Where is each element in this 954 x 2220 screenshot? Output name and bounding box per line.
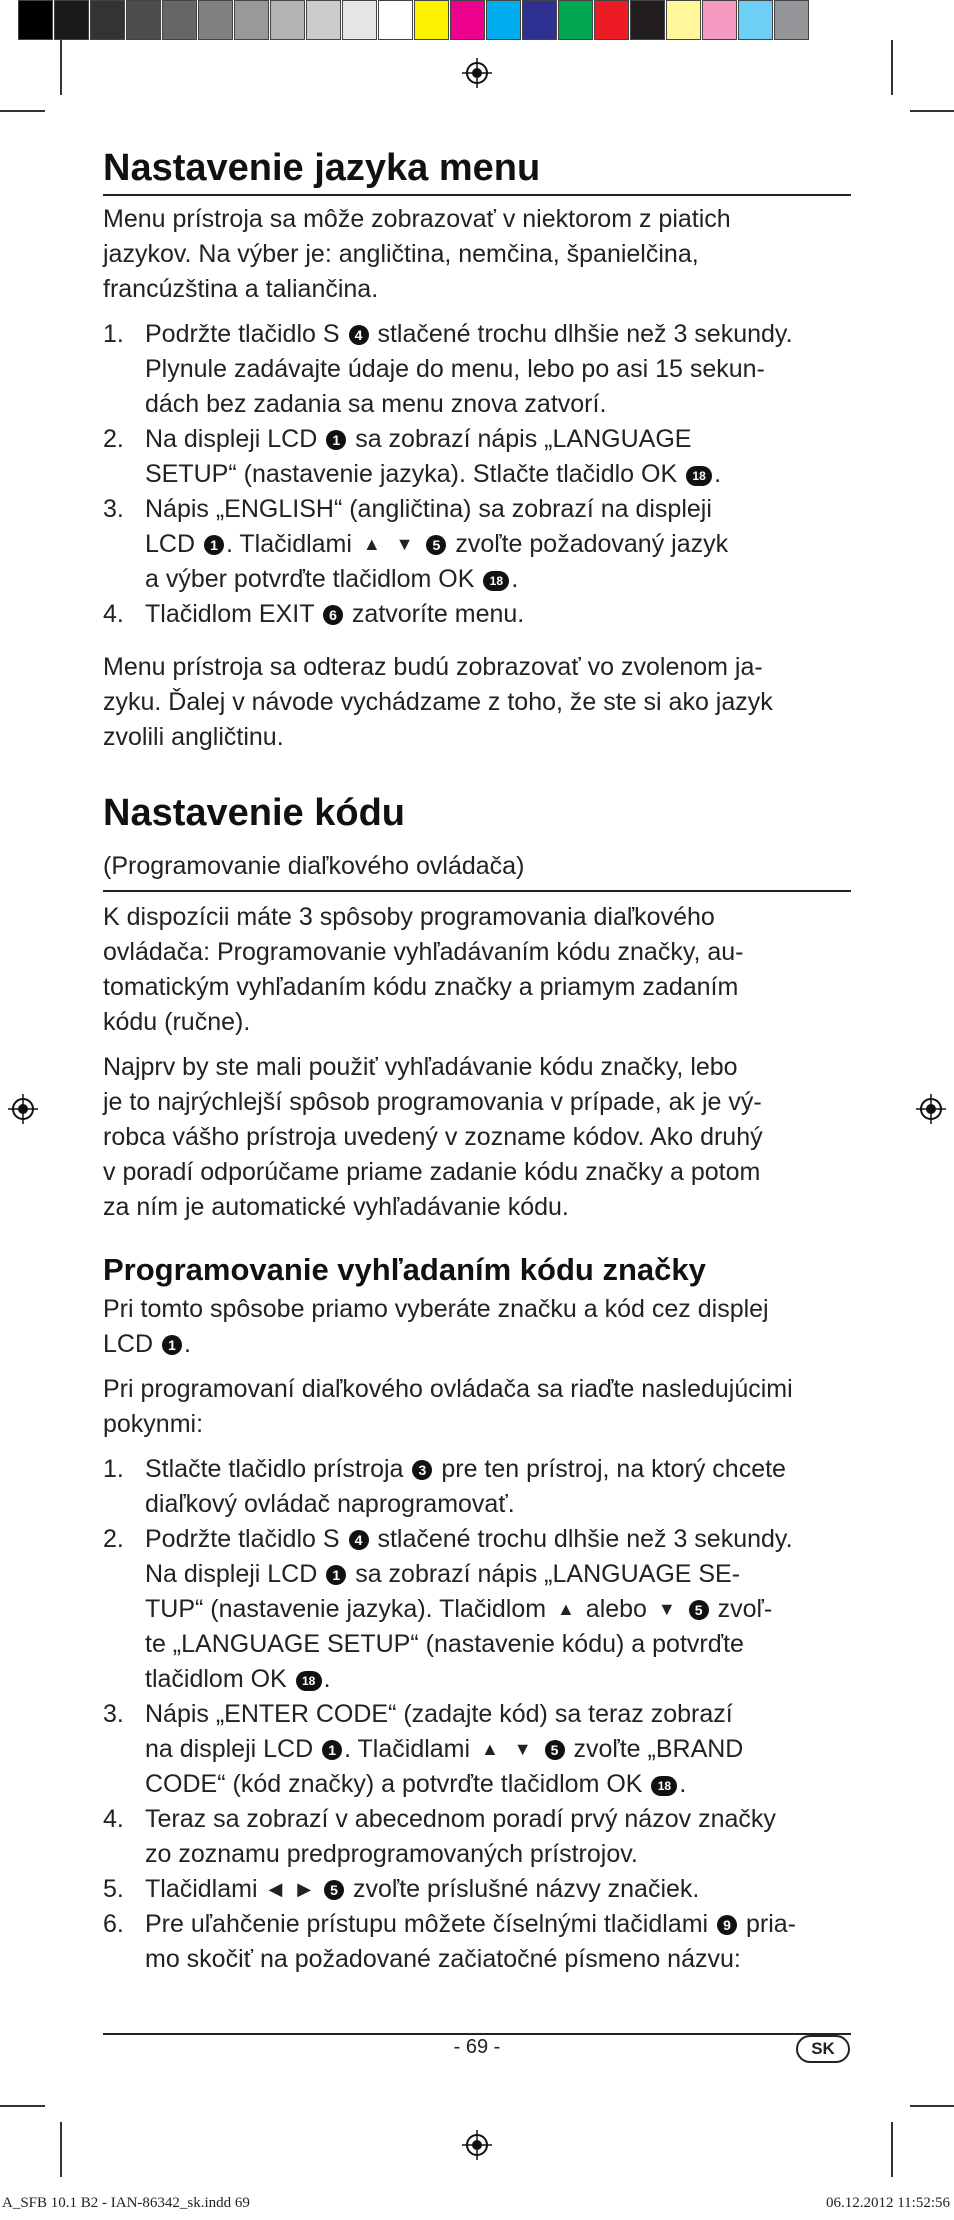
text-line: Teraz sa zobrazí v abecednom poradí prvý názov značky: [145, 1804, 776, 1833]
color-swatch: [162, 0, 197, 40]
button-number-badge-icon: 1: [322, 1740, 342, 1760]
text-line: Menu prístroja sa odteraz budú zobrazovať vo zvolenom ja-: [103, 652, 763, 681]
list-item: [103, 597, 851, 632]
step-number: 2.: [103, 424, 124, 453]
step-text: [145, 1907, 796, 1977]
text-line: zyku. Ďalej v návode vychádzame z toho, že ste si ako jazyk: [103, 687, 773, 716]
color-swatch: [306, 0, 341, 40]
step-text: [145, 1802, 776, 1872]
text-line: Na displeji LCD 1 sa zobrazí nápis „LANGUAGE: [145, 424, 692, 453]
color-swatch: [630, 0, 665, 40]
footer-rule: [103, 2033, 851, 2035]
color-swatch: [702, 0, 737, 40]
step-number: 5.: [103, 1874, 124, 1903]
step-text: [145, 1872, 699, 1907]
crop-mark: [60, 40, 62, 95]
text-line: Podržte tlačidlo S 4 stlačené trochu dlhšie než 3 sekundy.: [145, 319, 793, 348]
button-number-badge-icon: 5: [545, 1740, 565, 1760]
crop-mark: [910, 2105, 954, 2107]
text-line: robca vášho prístroja uvedený v zozname kódov. Ako druhý: [103, 1122, 763, 1151]
button-number-badge-icon: 18: [296, 1671, 322, 1691]
text-line: Najprv by ste mali použiť vyhľadávanie kódu značky, lebo: [103, 1052, 738, 1081]
arrow-down-icon: ▼: [513, 1738, 532, 1759]
color-swatch: [378, 0, 413, 40]
step-number: 3.: [103, 494, 124, 523]
step-text: [145, 317, 793, 422]
text-line: francúzština a taliančina.: [103, 274, 379, 303]
text-line: Plynule zadávajte údaje do menu, lebo po asi 15 sekun-: [145, 354, 765, 383]
step-number: 6.: [103, 1909, 124, 1938]
text-line: Na displeji LCD 1 sa zobrazí nápis „LANGUAGE SE-: [145, 1559, 741, 1588]
list-item: [103, 317, 851, 422]
button-number-badge-icon: 5: [689, 1600, 709, 1620]
color-swatch: [342, 0, 377, 40]
text-line: Stlačte tlačidlo prístroja 3 pre ten prístroj, na ktorý chcete: [145, 1454, 786, 1483]
text-line: je to najrýchlejší spôsob programovania v prípade, ak je vý-: [103, 1087, 762, 1116]
color-swatch: [774, 0, 809, 40]
button-number-badge-icon: 5: [426, 535, 446, 555]
registration-mark-icon: [462, 2130, 492, 2160]
color-swatch: [486, 0, 521, 40]
button-number-badge-icon: 18: [483, 571, 509, 591]
steps-list-language: [103, 317, 851, 632]
text-line: na displeji LCD 1 . Tlačidlami ▲ ▼ 5 zvoľte „BRAND: [145, 1735, 743, 1763]
step-text: [145, 1522, 793, 1697]
crop-mark: [891, 40, 893, 95]
text-line: za ním je automatické vyhľadávanie kódu.: [103, 1192, 569, 1221]
button-number-badge-icon: 6: [323, 605, 343, 625]
crop-mark: [0, 110, 45, 112]
text-line: SETUP“ (nastavenie jazyka). Stlačte tlačidlo OK 18 .: [145, 459, 722, 488]
arrow-up-icon: ▲: [557, 1598, 575, 1619]
step-number: 1.: [103, 319, 124, 348]
color-swatch: [126, 0, 161, 40]
text-line: a výber potvrďte tlačidlom OK 18 .: [145, 564, 519, 593]
registration-mark-icon: [916, 1094, 946, 1124]
arrow-left-icon: ◀: [268, 1878, 283, 1899]
crop-mark: [891, 2122, 893, 2177]
arrow-down-icon: ▼: [657, 1598, 676, 1619]
step-text: [145, 422, 721, 492]
text-line: kódu (ručne).: [103, 1007, 251, 1036]
text-line: CODE“ (kód značky) a potvrďte tlačidlom OK 18 .: [145, 1769, 687, 1798]
text-line: TUP“ (nastavenie jazyka). Tlačidlom ▲ alebo ▼ 5 zvoľ-: [145, 1595, 772, 1623]
color-swatch: [558, 0, 593, 40]
color-swatch: [54, 0, 89, 40]
step-number: 1.: [103, 1454, 124, 1483]
text-line: Nápis „ENTER CODE“ (zadajte kód) sa teraz zobrazí: [145, 1699, 733, 1728]
text-line: Pri tomto spôsobe priamo vyberáte značku a kód cez displej: [103, 1294, 769, 1323]
text-line: Nápis „ENGLISH“ (angličtina) sa zobrazí na displeji: [145, 494, 712, 523]
button-number-badge-icon: 4: [349, 325, 369, 345]
list-item: [103, 492, 851, 597]
button-number-badge-icon: 9: [717, 1915, 737, 1935]
color-swatch: [522, 0, 557, 40]
list-item: [103, 1452, 851, 1522]
code-paragraph-2: [103, 1050, 851, 1225]
section-title-brand-search: Programovanie vyhľadaním kódu značky: [103, 1251, 706, 1287]
text-line: Tlačidlom EXIT 6 zatvoríte menu.: [145, 599, 525, 628]
list-item: [103, 1872, 851, 1907]
color-swatch: [666, 0, 701, 40]
text-line: tomatickým vyhľadaním kódu značky a priamym zadaním: [103, 972, 739, 1001]
text-line: Pri programovaní diaľkového ovládača sa riaďte nasledujúcimi: [103, 1374, 793, 1403]
list-item: [103, 1907, 851, 1977]
color-swatch: [18, 0, 53, 40]
arrow-right-icon: ▶: [297, 1878, 312, 1899]
step-number: 4.: [103, 599, 124, 628]
text-line: mo skočiť na požadované začiatočné písmeno názvu:: [145, 1944, 741, 1973]
slug-right: 06.12.2012 11:52:56: [825, 2195, 950, 2211]
slug-left: A_SFB 10.1 B2 - IAN-86342_sk.indd 69: [2, 2195, 250, 2211]
arrow-up-icon: ▲: [481, 1738, 499, 1759]
list-item: [103, 1522, 851, 1697]
color-swatch: [198, 0, 233, 40]
step-text: [145, 1452, 786, 1522]
intro-paragraph: [103, 202, 851, 307]
button-number-badge-icon: 1: [326, 1565, 346, 1585]
text-line: v poradí odporúčame priame zadanie kódu značky a potom: [103, 1157, 761, 1186]
crop-mark: [910, 110, 954, 112]
page-number: - 69 -: [453, 2036, 501, 2058]
text-line: LCD 1 . Tlačidlami ▲ ▼ 5 zvoľte požadovaný jazyk: [145, 530, 728, 558]
section-title-language: Nastavenie jazyka menu: [103, 148, 851, 196]
brand-paragraph-1: [103, 1292, 851, 1362]
color-swatch: [270, 0, 305, 40]
button-number-badge-icon: 18: [686, 466, 712, 486]
text-line: jazykov. Na výber je: angličtina, nemčina, španielčina,: [103, 239, 699, 268]
color-swatch: [450, 0, 485, 40]
button-number-badge-icon: 5: [324, 1880, 344, 1900]
step-number: 3.: [103, 1699, 124, 1728]
text-line: K dispozícii máte 3 spôsoby programovania diaľkového: [103, 902, 715, 931]
button-number-badge-icon: 1: [204, 535, 224, 555]
text-line: ovládača: Programovanie vyhľadávaním kódu značky, au-: [103, 937, 744, 966]
color-swatch: [594, 0, 629, 40]
button-number-badge-icon: 4: [349, 1530, 369, 1550]
text-line: pokynmi:: [103, 1409, 204, 1438]
text-line: zo zoznamu predprogramovaných prístrojov.: [145, 1839, 638, 1868]
registration-mark-icon: [462, 58, 492, 88]
language-badge: SK: [796, 2035, 850, 2063]
step-text: [145, 1697, 743, 1802]
button-number-badge-icon: 18: [651, 1776, 677, 1796]
color-swatch: [414, 0, 449, 40]
registration-mark-icon: [8, 1094, 38, 1124]
text-line: Pre uľahčenie prístupu môžete číselnými tlačidlami 9 pria-: [145, 1909, 797, 1938]
section-title-code: Nastavenie kódu: [103, 791, 405, 834]
button-number-badge-icon: 3: [412, 1460, 432, 1480]
code-paragraph-1: [103, 900, 851, 1040]
text-line: zvolili angličtinu.: [103, 722, 284, 751]
section-subtitle: (Programovanie diaľkového ovládača): [103, 849, 851, 892]
button-number-badge-icon: 1: [326, 430, 346, 450]
text-line: Podržte tlačidlo S 4 stlačené trochu dlhšie než 3 sekundy.: [145, 1524, 793, 1553]
color-calibration-bar: [18, 0, 810, 42]
steps-list-brand: [103, 1452, 851, 1977]
step-text: [145, 492, 728, 597]
color-swatch: [90, 0, 125, 40]
brand-paragraph-2: [103, 1372, 851, 1442]
text-line: dách bez zadania sa menu znova zatvorí.: [145, 389, 607, 418]
list-item: [103, 1802, 851, 1872]
text-line: te „LANGUAGE SETUP“ (nastavenie kódu) a potvrďte: [145, 1629, 744, 1658]
outro-paragraph: [103, 650, 851, 755]
step-number: 4.: [103, 1804, 124, 1833]
crop-mark: [0, 2105, 45, 2107]
crop-mark: [60, 2122, 62, 2177]
list-item: [103, 1697, 851, 1802]
page-content: [103, 148, 851, 1995]
arrow-up-icon: ▲: [362, 533, 381, 554]
arrow-down-icon: ▼: [395, 533, 414, 554]
button-number-badge-icon: 1: [162, 1335, 182, 1355]
list-item: [103, 422, 851, 492]
step-number: 2.: [103, 1524, 124, 1553]
text-line: LCD 1 .: [103, 1329, 191, 1358]
text-line: Tlačidlami ◀ ▶ 5 zvoľte príslušné názvy značiek.: [145, 1875, 699, 1903]
text-line: tlačidlom OK 18 .: [145, 1664, 331, 1693]
text-line: diaľkový ovládač naprogramovať.: [145, 1489, 515, 1518]
step-text: [145, 597, 524, 632]
color-swatch: [738, 0, 773, 40]
color-swatch: [234, 0, 269, 40]
text-line: Menu prístroja sa môže zobrazovať v niektorom z piatich: [103, 204, 731, 233]
